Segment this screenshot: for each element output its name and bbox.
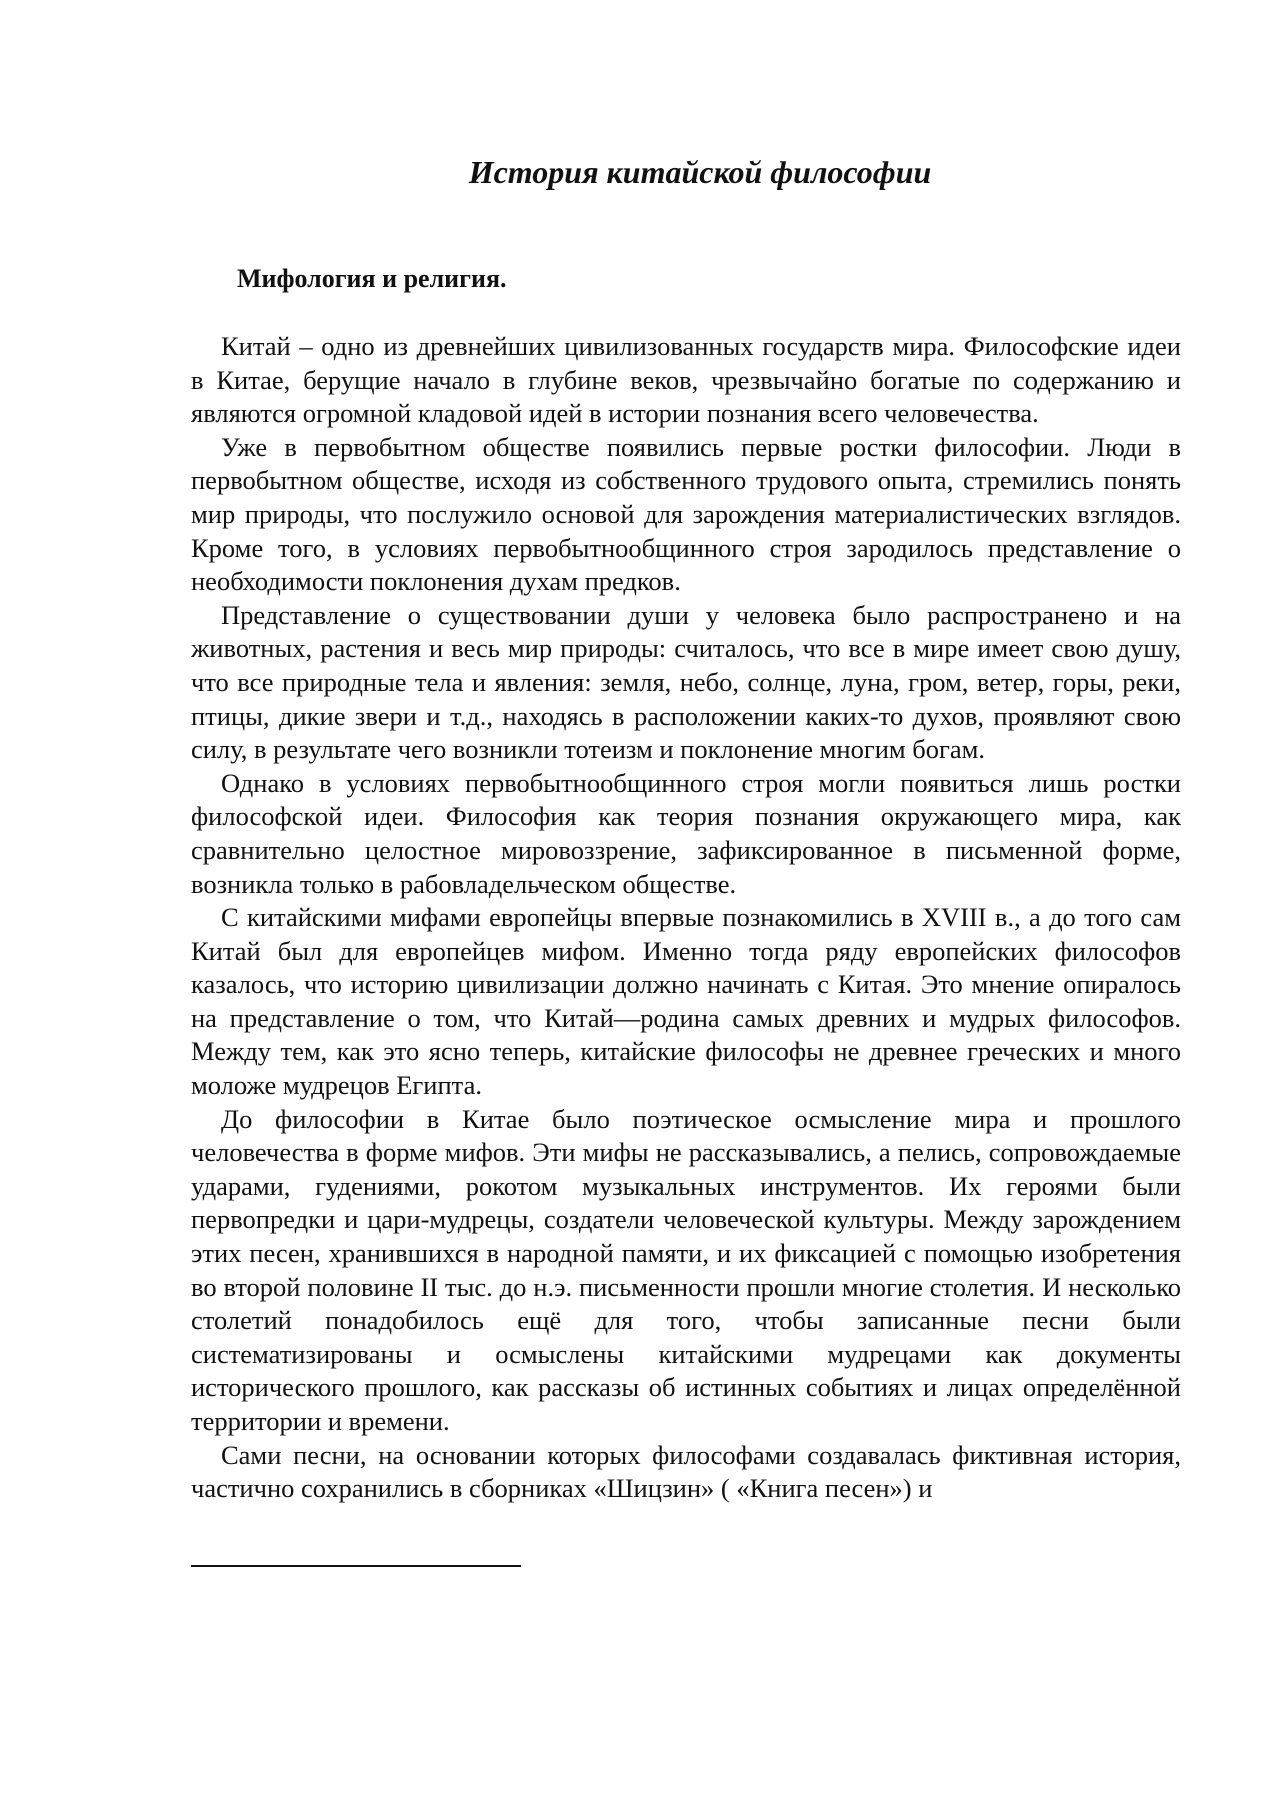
- document-title: История китайской философии: [468, 154, 932, 190]
- section-heading: Мифология и религия.: [237, 264, 507, 293]
- paragraph: С китайскими мифами европейцы впервые познакомились в XVIII в., а до того сам Китай был для европейцев мифом. Именно тогда ряду европейских философов казалось, что историю цивилизации должно начинать с Китая. Это мнение опиралось на представление о том, что Китай—родина самых древних и мудрых философов. Между тем, как это ясно теперь, китайские философы не древнее греческих и много моложе мудрецов Египта.: [191, 902, 1181, 1101]
- paragraph: Представление о существовании души у человека было распространено и на животных, растения и весь мир природы: считалось, что все в мире имеет свою душу, что все природные тела и явления: земля, небо, солнце, луна, гром, ветер, горы, реки, птицы, дикие звери и т.д., находясь в расположении каких-то духов, проявляют свою силу, в результате чего возникли тотеизм и поклонение многим богам.: [191, 599, 1181, 765]
- paragraph: Китай – одно из древнейших цивилизованных государств мира. Философские идеи в Китае, берущие начало в глубине веков, чрезвычайно богатые по содержанию и являются огромной кладовой идей в истории познания всего человечества.: [191, 331, 1181, 429]
- paragraph: Однако в условиях первобытнообщинного строя могли появиться лишь ростки философской идеи. Философия как теория познания окружающего мира, как сравнительно целостное мировоззрение, зафиксированное в письменной форме, возникла только в рабовладельческом обществе.: [191, 767, 1181, 899]
- paragraph: Сами песни, на основании которых философами создавалась фиктивная история, частично сохранились в сборниках «Шицзин» ( «Книга песен») и: [191, 1439, 1181, 1504]
- horizontal-rule: [191, 1565, 521, 1567]
- body-text: [191, 330, 1181, 1506]
- paragraph: До философии в Китае было поэтическое осмысление мира и прошлого человечества в форме мифов. Эти мифы не рассказывались, а пелись, сопровождаемые ударами, гудениями, рокотом музыкальных инструментов. Их героями были первопредки и цари-мудрецы, создатели человеческой культуры. Между зарождением этих песен, хранившихся в народной памяти, и их фиксацией с помощью изобретения во второй половине II тыс. до н.э. письменности прошли многие столетия. И несколько столетий понадобилось ещё для того, чтобы записанные песни были систематизированы и осмыслены китайскими мудрецами как документы исторического прошлого, как рассказы об истинных событиях и лицах определённой территории и времени.: [191, 1103, 1181, 1436]
- paragraph: Уже в первобытном обществе появились первые ростки философии. Люди в первобытном обществе, исходя из собственного трудового опыта, стремились понять мир природы, что послужило основой для зарождения материалистических взглядов. Кроме того, в условиях первобытнообщинного строя зародилось представление о необходимости поклонения духам предков.: [191, 431, 1181, 597]
